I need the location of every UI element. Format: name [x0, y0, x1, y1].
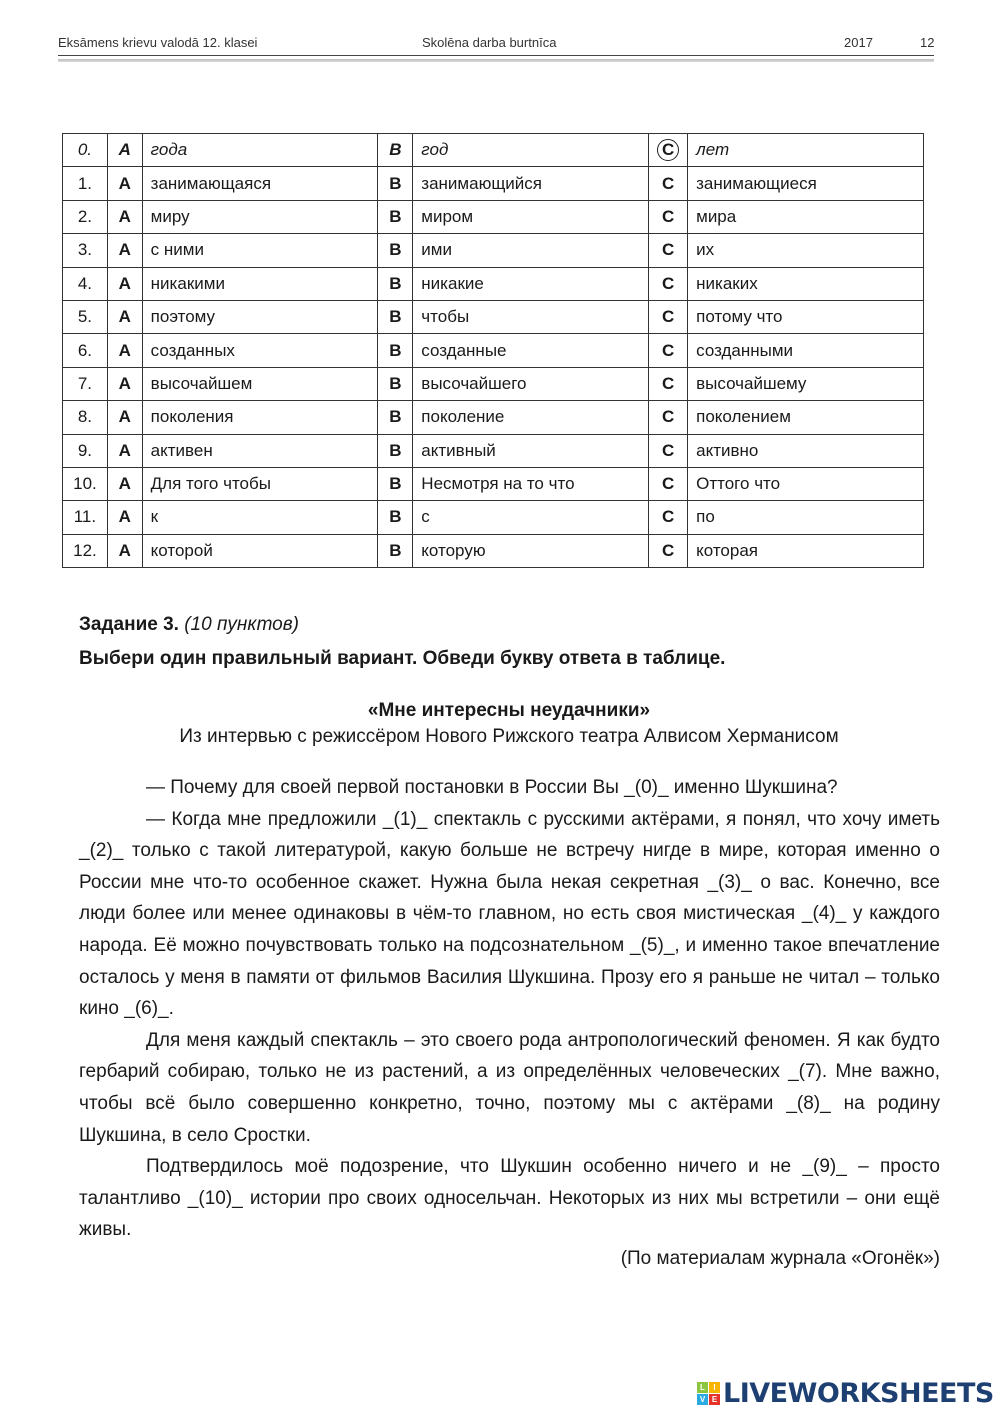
- option-c: никаких: [688, 267, 924, 300]
- option-a: созданных: [142, 334, 378, 367]
- option-a: занимающаяся: [142, 167, 378, 200]
- option-letter-b[interactable]: B: [378, 200, 413, 233]
- article-source: (По материалам журнала «Огонёк»): [620, 1248, 940, 1269]
- header-exam-title: Eksāmens krievu valodā 12. klasei: [58, 35, 258, 50]
- option-letter-b[interactable]: B: [378, 167, 413, 200]
- option-letter-c[interactable]: C: [649, 401, 688, 434]
- row-number: 5.: [63, 300, 108, 333]
- option-c: созданными: [688, 334, 924, 367]
- table-row: [63, 501, 924, 534]
- option-b: с: [413, 501, 649, 534]
- option-letter-c[interactable]: C: [649, 534, 688, 567]
- row-number: 9.: [63, 434, 108, 467]
- table-row: [63, 334, 924, 367]
- option-c: поколением: [688, 401, 924, 434]
- option-letter-a[interactable]: A: [107, 300, 142, 333]
- answer-table: [62, 133, 924, 568]
- option-letter-b[interactable]: B: [378, 234, 413, 267]
- task-instruction: Выбери один правильный вариант. Обведи букву ответа в таблице.: [79, 648, 726, 669]
- option-letter-a[interactable]: A: [107, 167, 142, 200]
- logo-square: I: [709, 1382, 720, 1393]
- row-number: 3.: [63, 234, 108, 267]
- option-b: чтобы: [413, 300, 649, 333]
- option-letter-c[interactable]: C: [649, 467, 688, 500]
- paragraph: Для меня каждый спектакль – это своего рода антропологический феномен. Я как будто гербарий собираю, только не из растений, а из определённых человеческих _(7). Мне важно, чтобы всё было совершенно конкретно, точно, поэтому мы с актёрами _(8)_ на родину Шукшина, в село Сростки.: [79, 1029, 940, 1146]
- option-c: мира: [688, 200, 924, 233]
- option-letter-a[interactable]: A: [107, 467, 142, 500]
- option-b: никакие: [413, 267, 649, 300]
- option-letter-b[interactable]: B: [378, 401, 413, 434]
- paragraph: Подтвердилось моё подозрение, что Шукшин особенно ничего и не _(9)_ – просто талантливо _(10)_ истории про своих односельчан. Некоторых из них мы встретили – они ещё живы.: [79, 1156, 940, 1241]
- option-letter-a[interactable]: A: [107, 434, 142, 467]
- option-letter-a[interactable]: A: [107, 200, 142, 233]
- option-c: занимающиеся: [688, 167, 924, 200]
- table-row: [63, 234, 924, 267]
- row-number: 4.: [63, 267, 108, 300]
- option-letter-c[interactable]: C: [649, 501, 688, 534]
- table-row: [63, 300, 924, 333]
- header-year: 2017: [844, 35, 873, 50]
- option-b: которую: [413, 534, 649, 567]
- option-a: поколения: [142, 401, 378, 434]
- header-page-number: 12: [920, 35, 935, 50]
- option-letter-b[interactable]: B: [378, 267, 413, 300]
- header-booklet: Skolēna darba burtnīca: [422, 35, 557, 50]
- option-letter-b[interactable]: B: [378, 434, 413, 467]
- header-divider: [58, 55, 934, 56]
- option-b: поколение: [413, 401, 649, 434]
- table-row: [63, 367, 924, 400]
- option-letter-b[interactable]: B: [378, 134, 413, 167]
- article-body: [79, 772, 940, 1246]
- option-b: год: [413, 134, 649, 167]
- task-heading: [79, 614, 299, 636]
- option-c: активно: [688, 434, 924, 467]
- logo-squares-icon: [697, 1382, 720, 1405]
- option-letter-b[interactable]: B: [378, 367, 413, 400]
- option-letter-c[interactable]: C: [649, 334, 688, 367]
- paragraph: — Когда мне предложили _(1)_ спектакль с русскими актёрами, я понял, что хочу иметь _(2)_ только с такой литературой, какую больше не встречу нигде в мире, которая именно о России мне что-то особенное скажет. Нужна была некая секретная _(3)_ о вас. Конечно, все люди более или менее одинаковы в чём-то главном, но есть своя мистическая _(4)_ у каждого народа. Её можно почувствовать только на подсознательном _(5)_, и именно такое впечатление осталось у меня в памяти от фильмов Василия Шукшина. Прозу его я раньше не читал – только кино _(6)_.: [79, 808, 940, 1020]
- option-b: ими: [413, 234, 649, 267]
- logo-square: V: [697, 1394, 708, 1405]
- option-c: по: [688, 501, 924, 534]
- task-title: Задание 3.: [79, 614, 179, 635]
- article-title: «Мне интересны неудачники»: [367, 700, 651, 721]
- paragraph: — Почему для своей первой постановки в России Вы _(0)_ именно Шукшина?: [146, 777, 838, 798]
- row-number: 8.: [63, 401, 108, 434]
- row-number: 12.: [63, 534, 108, 567]
- option-letter-c[interactable]: C: [649, 434, 688, 467]
- option-letter-c[interactable]: C: [649, 167, 688, 200]
- option-a: к: [142, 501, 378, 534]
- option-letter-c[interactable]: C: [649, 300, 688, 333]
- option-c: их: [688, 234, 924, 267]
- header-divider-shadow: [58, 59, 934, 62]
- option-letter-a[interactable]: A: [107, 134, 142, 167]
- option-letter-b[interactable]: B: [378, 467, 413, 500]
- table-row: [63, 200, 924, 233]
- row-number: 1.: [63, 167, 108, 200]
- option-b: миром: [413, 200, 649, 233]
- article-subtitle: Из интервью с режиссёром Нового Рижского театра Алвисом Херманисом: [179, 726, 839, 747]
- option-letter-c[interactable]: C: [649, 367, 688, 400]
- option-letter-c[interactable]: C: [649, 267, 688, 300]
- page-header: [58, 35, 934, 53]
- option-a: активен: [142, 434, 378, 467]
- option-letter-a[interactable]: A: [107, 234, 142, 267]
- option-a: поэтому: [142, 300, 378, 333]
- option-c: потому что: [688, 300, 924, 333]
- row-number: 2.: [63, 200, 108, 233]
- option-letter-b[interactable]: B: [378, 334, 413, 367]
- option-c: высочайшему: [688, 367, 924, 400]
- option-letter-c[interactable]: C: [649, 234, 688, 267]
- option-b: занимающийся: [413, 167, 649, 200]
- option-letter-a[interactable]: A: [107, 367, 142, 400]
- logo-text: LIVEWORKSHEETS: [723, 1378, 994, 1409]
- table-row: [63, 401, 924, 434]
- row-number: 6.: [63, 334, 108, 367]
- option-c: которая: [688, 534, 924, 567]
- option-b: высочайшего: [413, 367, 649, 400]
- task-points: (10 пунктов): [184, 614, 299, 635]
- option-b: Несмотря на то что: [413, 467, 649, 500]
- option-b: созданные: [413, 334, 649, 367]
- option-a: миру: [142, 200, 378, 233]
- option-letter-a[interactable]: A: [107, 267, 142, 300]
- row-number: 10.: [63, 467, 108, 500]
- option-a: которой: [142, 534, 378, 567]
- option-letter-a[interactable]: A: [107, 534, 142, 567]
- table-row: [63, 134, 924, 167]
- table-row: [63, 534, 924, 567]
- option-c: Оттого что: [688, 467, 924, 500]
- option-letter-a[interactable]: A: [107, 401, 142, 434]
- row-number: 0.: [63, 134, 108, 167]
- option-letter-b[interactable]: B: [378, 534, 413, 567]
- table-row: [63, 267, 924, 300]
- row-number: 7.: [63, 367, 108, 400]
- option-a: с ними: [142, 234, 378, 267]
- table-row: [63, 167, 924, 200]
- option-a: никакими: [142, 267, 378, 300]
- option-letter-b[interactable]: B: [378, 300, 413, 333]
- liveworksheets-logo: [697, 1378, 994, 1409]
- table-row: [63, 467, 924, 500]
- logo-square: E: [709, 1394, 720, 1405]
- option-a: высочайшем: [142, 367, 378, 400]
- option-a: года: [142, 134, 378, 167]
- option-a: Для того чтобы: [142, 467, 378, 500]
- option-b: активный: [413, 434, 649, 467]
- option-letter-c[interactable]: [649, 134, 688, 167]
- table-row: [63, 434, 924, 467]
- option-letter-b[interactable]: B: [378, 501, 413, 534]
- option-c: лет: [688, 134, 924, 167]
- row-number: 11.: [63, 501, 108, 534]
- option-letter-a[interactable]: A: [107, 501, 142, 534]
- option-letter-c[interactable]: C: [649, 200, 688, 233]
- logo-square: L: [697, 1382, 708, 1393]
- option-letter-a[interactable]: A: [107, 334, 142, 367]
- circled-answer: C: [657, 139, 679, 161]
